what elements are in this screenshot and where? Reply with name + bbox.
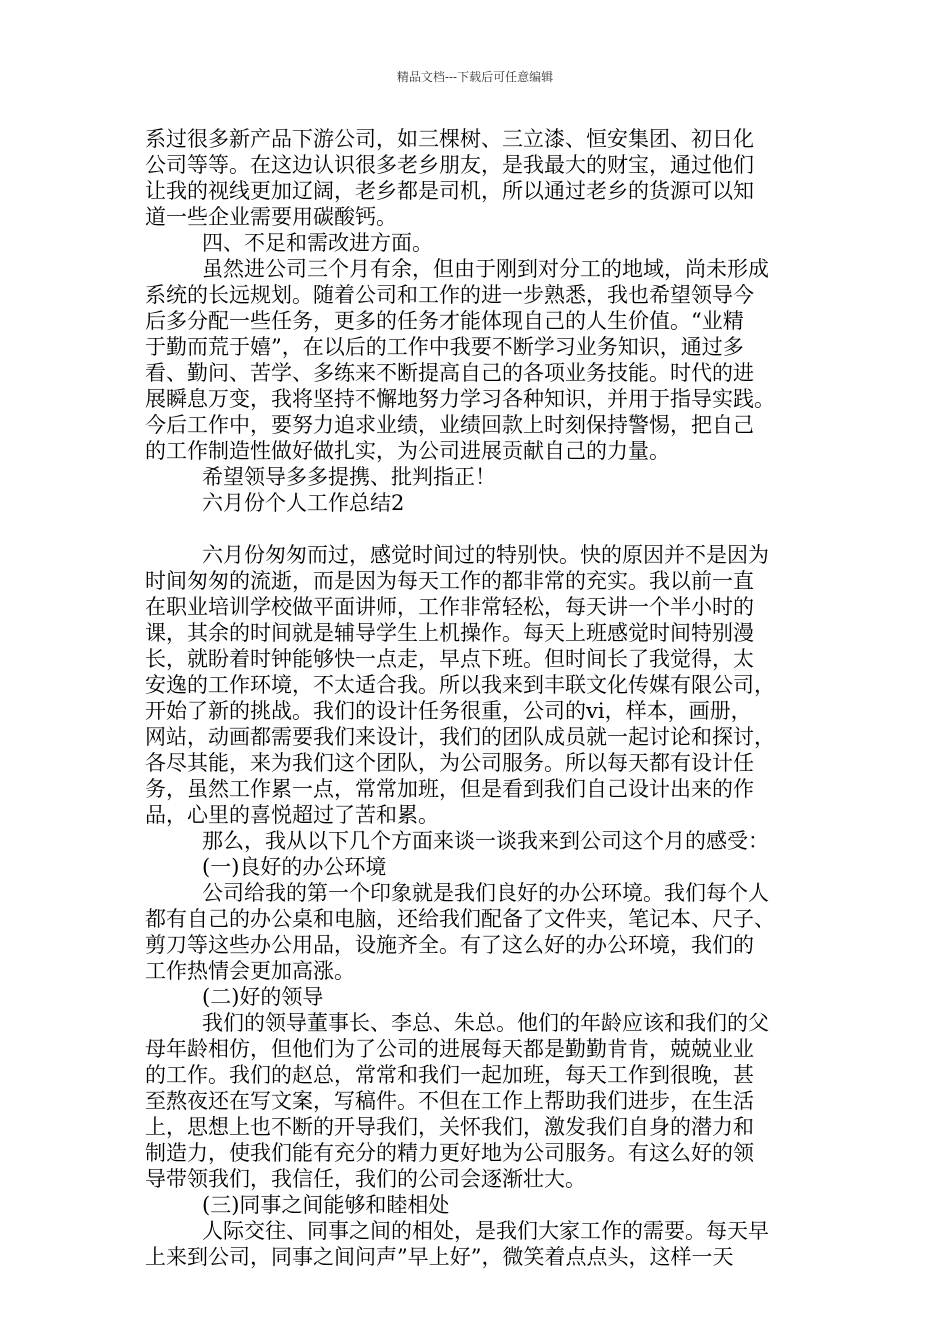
text-line: 安逸的工作环境，不太适合我。所以我来到丰联文化传媒有限公司， [145, 673, 775, 697]
text-line: 时间匆匆的流逝，而是因为每天工作的都非常的充实。我以前一直 [145, 569, 754, 593]
text-line: 剪刀等这些办公用品，设施齐全。有了这么好的办公环境，我们的 [145, 933, 754, 957]
text-line: 的工作制造性做好做扎实，为公司进展贡献自己的力量。 [145, 439, 670, 463]
text-line: 展瞬息万变，我将坚持不懈地努力学习各种知识，并用于指导实践。 [145, 387, 775, 411]
text-line: 都有自己的办公桌和电脑，还给我们配备了文件夹，笔记本、尺子、 [145, 907, 775, 931]
paragraph-first-line: 四、不足和需改进方面。 [202, 231, 433, 255]
text-line: 的工作。我们的赵总，常常和我们一起加班，每天工作到很晚，甚 [145, 1063, 754, 1087]
text-line: 课，其余的时间就是辅导学生上机操作。每天上班感觉时间特别漫 [145, 621, 754, 645]
text-line: 工作热情会更加高涨。 [145, 959, 355, 983]
text-line: 系统的长远规划。随着公司和工作的进一步熟悉，我也希望领导今 [145, 283, 754, 307]
text-line: 制造力，使我们能有充分的精力更好地为公司服务。有这么好的领 [145, 1141, 754, 1165]
paragraph-first-line: (二)好的领导 [202, 985, 324, 1009]
text-line: 上，思想上也不断的开导我们，关怀我们，激发我们自身的潜力和 [145, 1115, 754, 1139]
paragraph-first-line: 我们的领导董事长、李总、朱总。他们的年龄应该和我们的父 [202, 1011, 769, 1035]
text-line: 开始了新的挑战。我们的设计任务很重，公司的vi，样本，画册， [145, 699, 752, 723]
blank-line [145, 516, 810, 542]
text-line: 道一些企业需要用碳酸钙。 [145, 205, 397, 229]
paragraph-first-line: (三)同事之间能够和睦相处 [202, 1193, 450, 1217]
text-line: 母年龄相仿，但他们为了公司的进展每天都是勤勤肯肯，兢兢业业 [145, 1037, 754, 1061]
paragraph-first-line: 虽然进公司三个月有余，但由于刚到对分工的地域，尚未形成 [202, 257, 769, 281]
paragraph-first-line: 公司给我的第一个印象就是我们良好的办公环境。我们每个人 [202, 881, 769, 905]
text-line: 上来到公司，同事之间问声”早上好”，微笑着点点头，这样一天 [145, 1245, 734, 1269]
text-line: 品，心里的喜悦超过了苦和累。 [145, 803, 439, 827]
paragraph-first-line: (一)良好的办公环境 [202, 855, 387, 879]
text-line: 长，就盼着时钟能够快一点走，早点下班。但时间长了我觉得，太 [145, 647, 754, 671]
paragraph-first-line: 六月份个人工作总结2 [202, 491, 405, 515]
text-line: 让我的视线更加辽阔，老乡都是司机，所以通过老乡的货源可以知 [145, 179, 754, 203]
text-line: 在职业培训学校做平面讲师，工作非常轻松，每天讲一个半小时的 [145, 595, 754, 619]
text-line: 至熬夜还在写文案，写稿件。不但在工作上帮助我们进步，在生活 [145, 1089, 754, 1113]
document-body [145, 126, 810, 1270]
text-line: 各尽其能，来为我们这个团队，为公司服务。所以每天都有设计任 [145, 751, 754, 775]
text-line: 于勤而荒于嬉”，在以后的工作中我要不断学习业务知识，通过多 [145, 335, 744, 359]
text-line: 看、勤问、苦学、多练来不断提高自己的各项业务技能。时代的进 [145, 361, 754, 385]
text-line: 后多分配一些任务，更多的任务才能体现自己的人生价值。“业精 [145, 309, 744, 333]
paragraph-first-line: 那么，我从以下几个方面来谈一谈我来到公司这个月的感受： [202, 829, 769, 853]
page-header: 精品文档---下载后可任意编辑 [396, 70, 554, 84]
text-line: 务，虽然工作累一点，常常加班，但是看到我们自己设计出来的作 [145, 777, 754, 801]
text-line: 今后工作中，要努力追求业绩，业绩回款上时刻保持警惕，把自己 [145, 413, 754, 437]
paragraph-first-line: 人际交往、同事之间的相处，是我们大家工作的需要。每天早 [202, 1219, 769, 1243]
text-line: 系过很多新产品下游公司，如三棵树、三立漆、恒安集团、初日化 [145, 127, 754, 151]
paragraph-first-line: 六月份匆匆而过，感觉时间过的特别快。快的原因并不是因为 [202, 543, 769, 567]
text-line: 网站，动画都需要我们来设计，我们的团队成员就一起讨论和探讨， [145, 725, 775, 749]
text-line: 导带领我们，我信任，我们的公司会逐渐壮大。 [145, 1167, 586, 1191]
paragraph-first-line: 希望领导多多提携、批判指正！ [202, 465, 496, 489]
text-line: 公司等等。在这边认识很多老乡朋友，是我最大的财宝，通过他们 [145, 153, 754, 177]
